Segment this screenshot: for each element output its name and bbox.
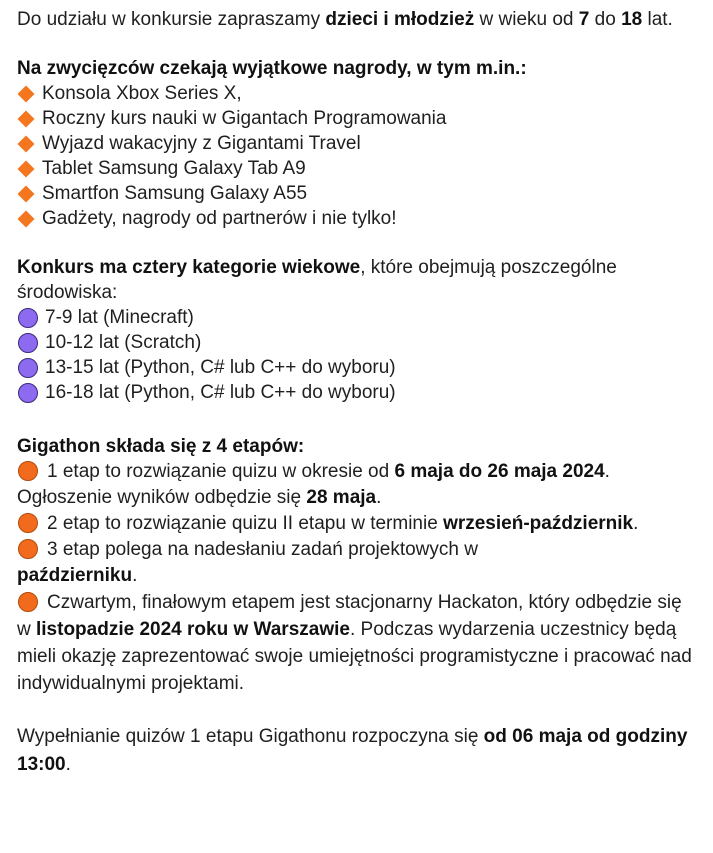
intro-text-3: do <box>589 9 622 30</box>
stage-2-text-2: . <box>633 513 639 534</box>
orange-diamond-icon <box>18 85 35 102</box>
stage-4 <box>17 589 693 697</box>
stage-2 <box>17 511 657 537</box>
stage-1-text-1: 1 etap to rozwiązanie quizu w okresie od <box>47 461 395 482</box>
orange-diamond-icon <box>18 110 35 127</box>
start-info-text-1: Wypełnianie quizów 1 etapu Gigathonu rozpoczyna się <box>17 726 484 747</box>
stage-1-bold-dates: 6 maja do 26 maja 2024 <box>394 461 605 482</box>
stage-1-text-3: . <box>376 487 382 508</box>
stage-1 <box>17 459 689 511</box>
category-item-label: 10-12 lat (Scratch) <box>45 332 202 353</box>
stage-1-bold-results-date: 28 maja <box>306 487 377 508</box>
orange-circle-icon <box>18 592 38 612</box>
purple-circle-icon <box>18 358 38 378</box>
stages-heading-text: Gigathon składa się z 4 etapów: <box>17 436 305 457</box>
prize-item-label: Smartfon Samsung Galaxy A55 <box>42 183 308 204</box>
orange-diamond-icon <box>18 185 35 202</box>
intro-bold-audience: dzieci i młodzież <box>325 9 475 30</box>
prize-item <box>17 106 703 131</box>
category-item <box>17 330 703 355</box>
prize-item <box>17 81 703 106</box>
purple-circle-icon <box>18 333 38 353</box>
categories-heading-rest: , które obejmują poszczególne środowiska: <box>17 257 617 303</box>
categories-heading <box>17 255 617 305</box>
prize-item <box>17 156 703 181</box>
intro-bold-max-age: 18 <box>621 9 643 30</box>
stage-2-text-1: 2 etap to rozwiązanie quizu II etapu w terminie <box>47 513 444 534</box>
prize-item <box>17 206 703 231</box>
stages-heading <box>17 434 703 459</box>
categories-heading-bold: Konkurs ma cztery kategorie wiekowe <box>17 257 361 278</box>
prize-item <box>17 181 703 206</box>
categories-list <box>17 305 703 405</box>
orange-diamond-icon <box>18 210 35 227</box>
stage-2-bold-term: wrzesień-październik <box>443 513 634 534</box>
intro-text-4: lat. <box>642 9 673 30</box>
intro-bold-min-age: 7 <box>578 9 590 30</box>
prize-item-label: Tablet Samsung Galaxy Tab A9 <box>42 158 306 179</box>
prize-item-label: Gadżety, nagrody od partnerów i nie tylko! <box>42 208 397 229</box>
orange-diamond-icon <box>18 135 35 152</box>
category-item-label: 13-15 lat (Python, C# lub C++ do wyboru) <box>45 357 396 378</box>
intro-text-2: w wieku od <box>474 9 579 30</box>
orange-diamond-icon <box>18 160 35 177</box>
stage-4-bold-location: listopadzie 2024 roku w Warszawie <box>36 619 350 640</box>
category-item-label: 16-18 lat (Python, C# lub C++ do wyboru) <box>45 382 396 403</box>
stage-3-text-2: . <box>132 565 138 586</box>
category-item-label: 7-9 lat (Minecraft) <box>45 307 194 328</box>
prize-item-label: Wyjazd wakacyjny z Gigantami Travel <box>42 133 361 154</box>
start-info-bold-date: od 06 maja od godziny 13:00 <box>17 726 688 775</box>
start-info-text-2: . <box>65 754 71 775</box>
stage-4-text-2: . Podczas wydarzenia uczestnicy będą mieli okazję zaprezentować swoje umiejętności programistyczne i pracować nad indywidualnymi projektami. <box>17 619 692 694</box>
category-item <box>17 380 703 405</box>
intro-text-1: Do udziału w konkursie zapraszamy <box>17 9 326 30</box>
prize-item <box>17 131 703 156</box>
intro-paragraph <box>17 7 677 32</box>
prizes-heading-text: Na zwycięzców czekają wyjątkowe nagrody, w tym m.in.: <box>17 58 527 79</box>
orange-circle-icon <box>18 513 38 533</box>
prizes-heading <box>17 56 703 81</box>
stage-1-text-2: . Ogłoszenie wyników odbędzie się <box>17 461 610 508</box>
orange-circle-icon <box>18 539 38 559</box>
purple-circle-icon <box>18 308 38 328</box>
prize-item-label: Konsola Xbox Series X, <box>42 83 242 104</box>
stage-3 <box>17 537 577 589</box>
stage-3-bold-month: październiku <box>17 565 133 586</box>
category-item <box>17 305 703 330</box>
category-item <box>17 355 703 380</box>
stage-3-text-1: 3 etap polega na nadesłaniu zadań projektowych w <box>47 539 478 560</box>
prize-item-label: Roczny kurs nauki w Gigantach Programowania <box>42 108 447 129</box>
start-info-paragraph <box>17 723 697 779</box>
orange-circle-icon <box>18 461 38 481</box>
purple-circle-icon <box>18 383 38 403</box>
stage-4-text-1: Czwartym, finałowym etapem jest stacjonarny Hackaton, który odbędzie się w <box>17 592 682 640</box>
prizes-list <box>17 81 703 231</box>
